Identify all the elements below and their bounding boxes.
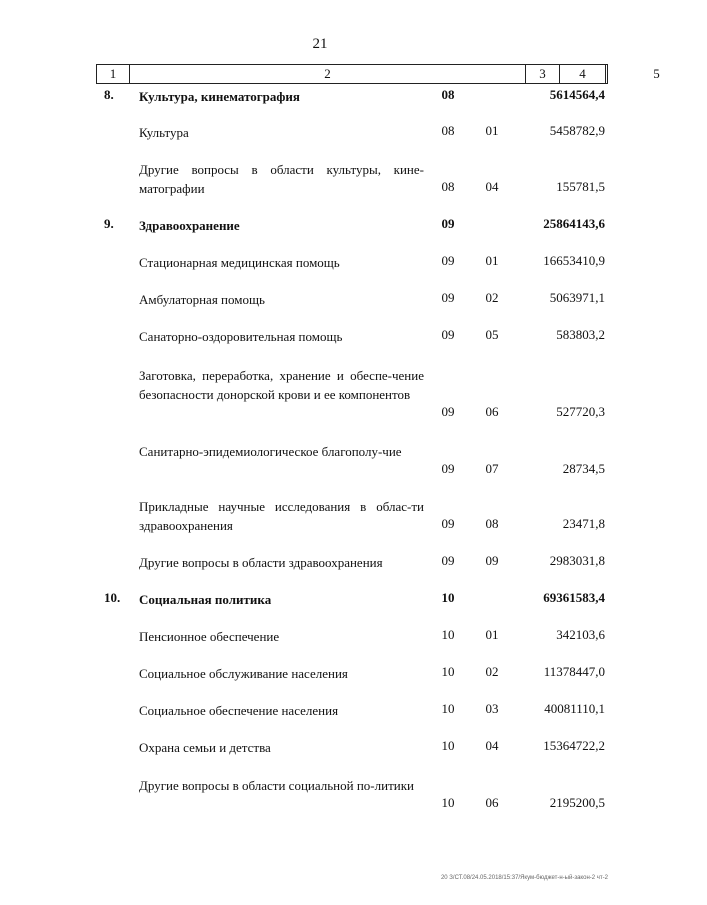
row-amount: 2983031,8	[549, 553, 605, 568]
row-section-code: 09	[441, 553, 455, 568]
row-label: Социальное обслуживание населения	[139, 666, 348, 681]
row-subsection-code: 07	[485, 461, 499, 476]
row-amount: 23471,8	[562, 516, 605, 531]
row-subsection-code: 08	[485, 516, 499, 531]
row-label: Прикладные научные исследования в облас-ти здравоохранения	[139, 499, 424, 533]
row-section-code: 09	[441, 290, 455, 305]
row-subsection-code: 04	[485, 179, 499, 194]
row-subsection-code: 06	[485, 795, 499, 810]
table-header	[96, 64, 660, 84]
row-label: Другие вопросы в области социальной по-литики	[139, 778, 414, 793]
row-number: 8.	[104, 87, 114, 102]
header-col-2: 2	[130, 65, 526, 83]
row-amount: 40081110,1	[544, 701, 605, 716]
row-label: Другие вопросы в области здравоохранения	[139, 555, 383, 570]
row-label: Культура, кинематография	[139, 89, 300, 104]
row-section-code: 09	[441, 253, 455, 268]
row-section-code: 10	[441, 590, 455, 605]
header-col-5: 5	[653, 66, 660, 81]
row-amount: 583803,2	[556, 327, 605, 342]
row-amount: 16653410,9	[543, 253, 605, 268]
row-section-code: 10	[441, 664, 455, 679]
row-amount: 11378447,0	[543, 664, 605, 679]
row-subsection-code: 05	[485, 327, 499, 342]
row-label: Заготовка, переработка, хранение и обеспе-чение безопасности донорской крови и ее компонентов	[139, 368, 424, 402]
row-label: Пенсионное обеспечение	[139, 629, 280, 644]
row-amount: 5063971,1	[549, 290, 605, 305]
row-amount: 155781,5	[556, 179, 605, 194]
row-label: Культура	[139, 125, 189, 140]
row-label: Амбулаторная помощь	[139, 292, 265, 307]
row-section-code: 10	[441, 795, 455, 810]
row-subsection-code: 01	[485, 253, 499, 268]
row-section-code: 09	[441, 327, 455, 342]
row-subsection-code: 06	[485, 404, 499, 419]
row-label: Социальная политика	[139, 592, 272, 607]
header-col-3: 3	[526, 65, 560, 83]
row-subsection-code: 04	[485, 738, 499, 753]
row-section-code: 08	[441, 87, 455, 102]
row-amount: 69361583,4	[543, 590, 605, 605]
row-label: Охрана семьи и детства	[139, 740, 271, 755]
row-amount: 2195200,5	[549, 795, 605, 810]
row-amount: 5458782,9	[549, 123, 605, 138]
row-subsection-code: 09	[485, 553, 499, 568]
row-amount: 15364722,2	[543, 738, 605, 753]
header-col-1: 1	[97, 65, 130, 83]
row-label: Санаторно-оздоровительная помощь	[139, 329, 343, 344]
row-section-code: 08	[441, 123, 455, 138]
row-label: Здравоохранение	[139, 218, 240, 233]
row-section-code: 10	[441, 738, 455, 753]
row-section-code: 09	[441, 516, 455, 531]
row-amount: 342103,6	[556, 627, 605, 642]
row-subsection-code: 03	[485, 701, 499, 716]
row-number: 10.	[104, 590, 121, 605]
row-section-code: 09	[441, 461, 455, 476]
row-section-code: 09	[441, 404, 455, 419]
row-amount: 25864143,6	[543, 216, 605, 231]
row-subsection-code: 02	[485, 664, 499, 679]
row-amount: 5614564,4	[549, 87, 605, 102]
row-amount: 28734,5	[562, 461, 605, 476]
row-section-code: 09	[441, 216, 455, 231]
row-subsection-code: 02	[485, 290, 499, 305]
header-col-4: 4	[560, 65, 606, 83]
row-label: Социальное обеспечение населения	[139, 703, 339, 718]
row-section-code: 10	[441, 627, 455, 642]
row-label: Стационарная медицинская помощь	[139, 255, 340, 270]
row-amount: 527720,3	[556, 404, 605, 419]
row-label: Санитарно-эпидемиологическое благополу-чие	[139, 444, 402, 459]
row-section-code: 10	[441, 701, 455, 716]
row-label: Другие вопросы в области культуры, кине-матографии	[139, 162, 424, 196]
row-section-code: 08	[441, 179, 455, 194]
footer-stamp: 20 З/СТ.08/24.05.2018/15:37/Якум-бюджет-н-ый-закон-2 чт-2	[440, 875, 608, 881]
row-number: 9.	[104, 216, 114, 231]
row-subsection-code: 01	[485, 627, 499, 642]
page-number: 21	[312, 36, 328, 52]
row-subsection-code: 01	[485, 123, 499, 138]
